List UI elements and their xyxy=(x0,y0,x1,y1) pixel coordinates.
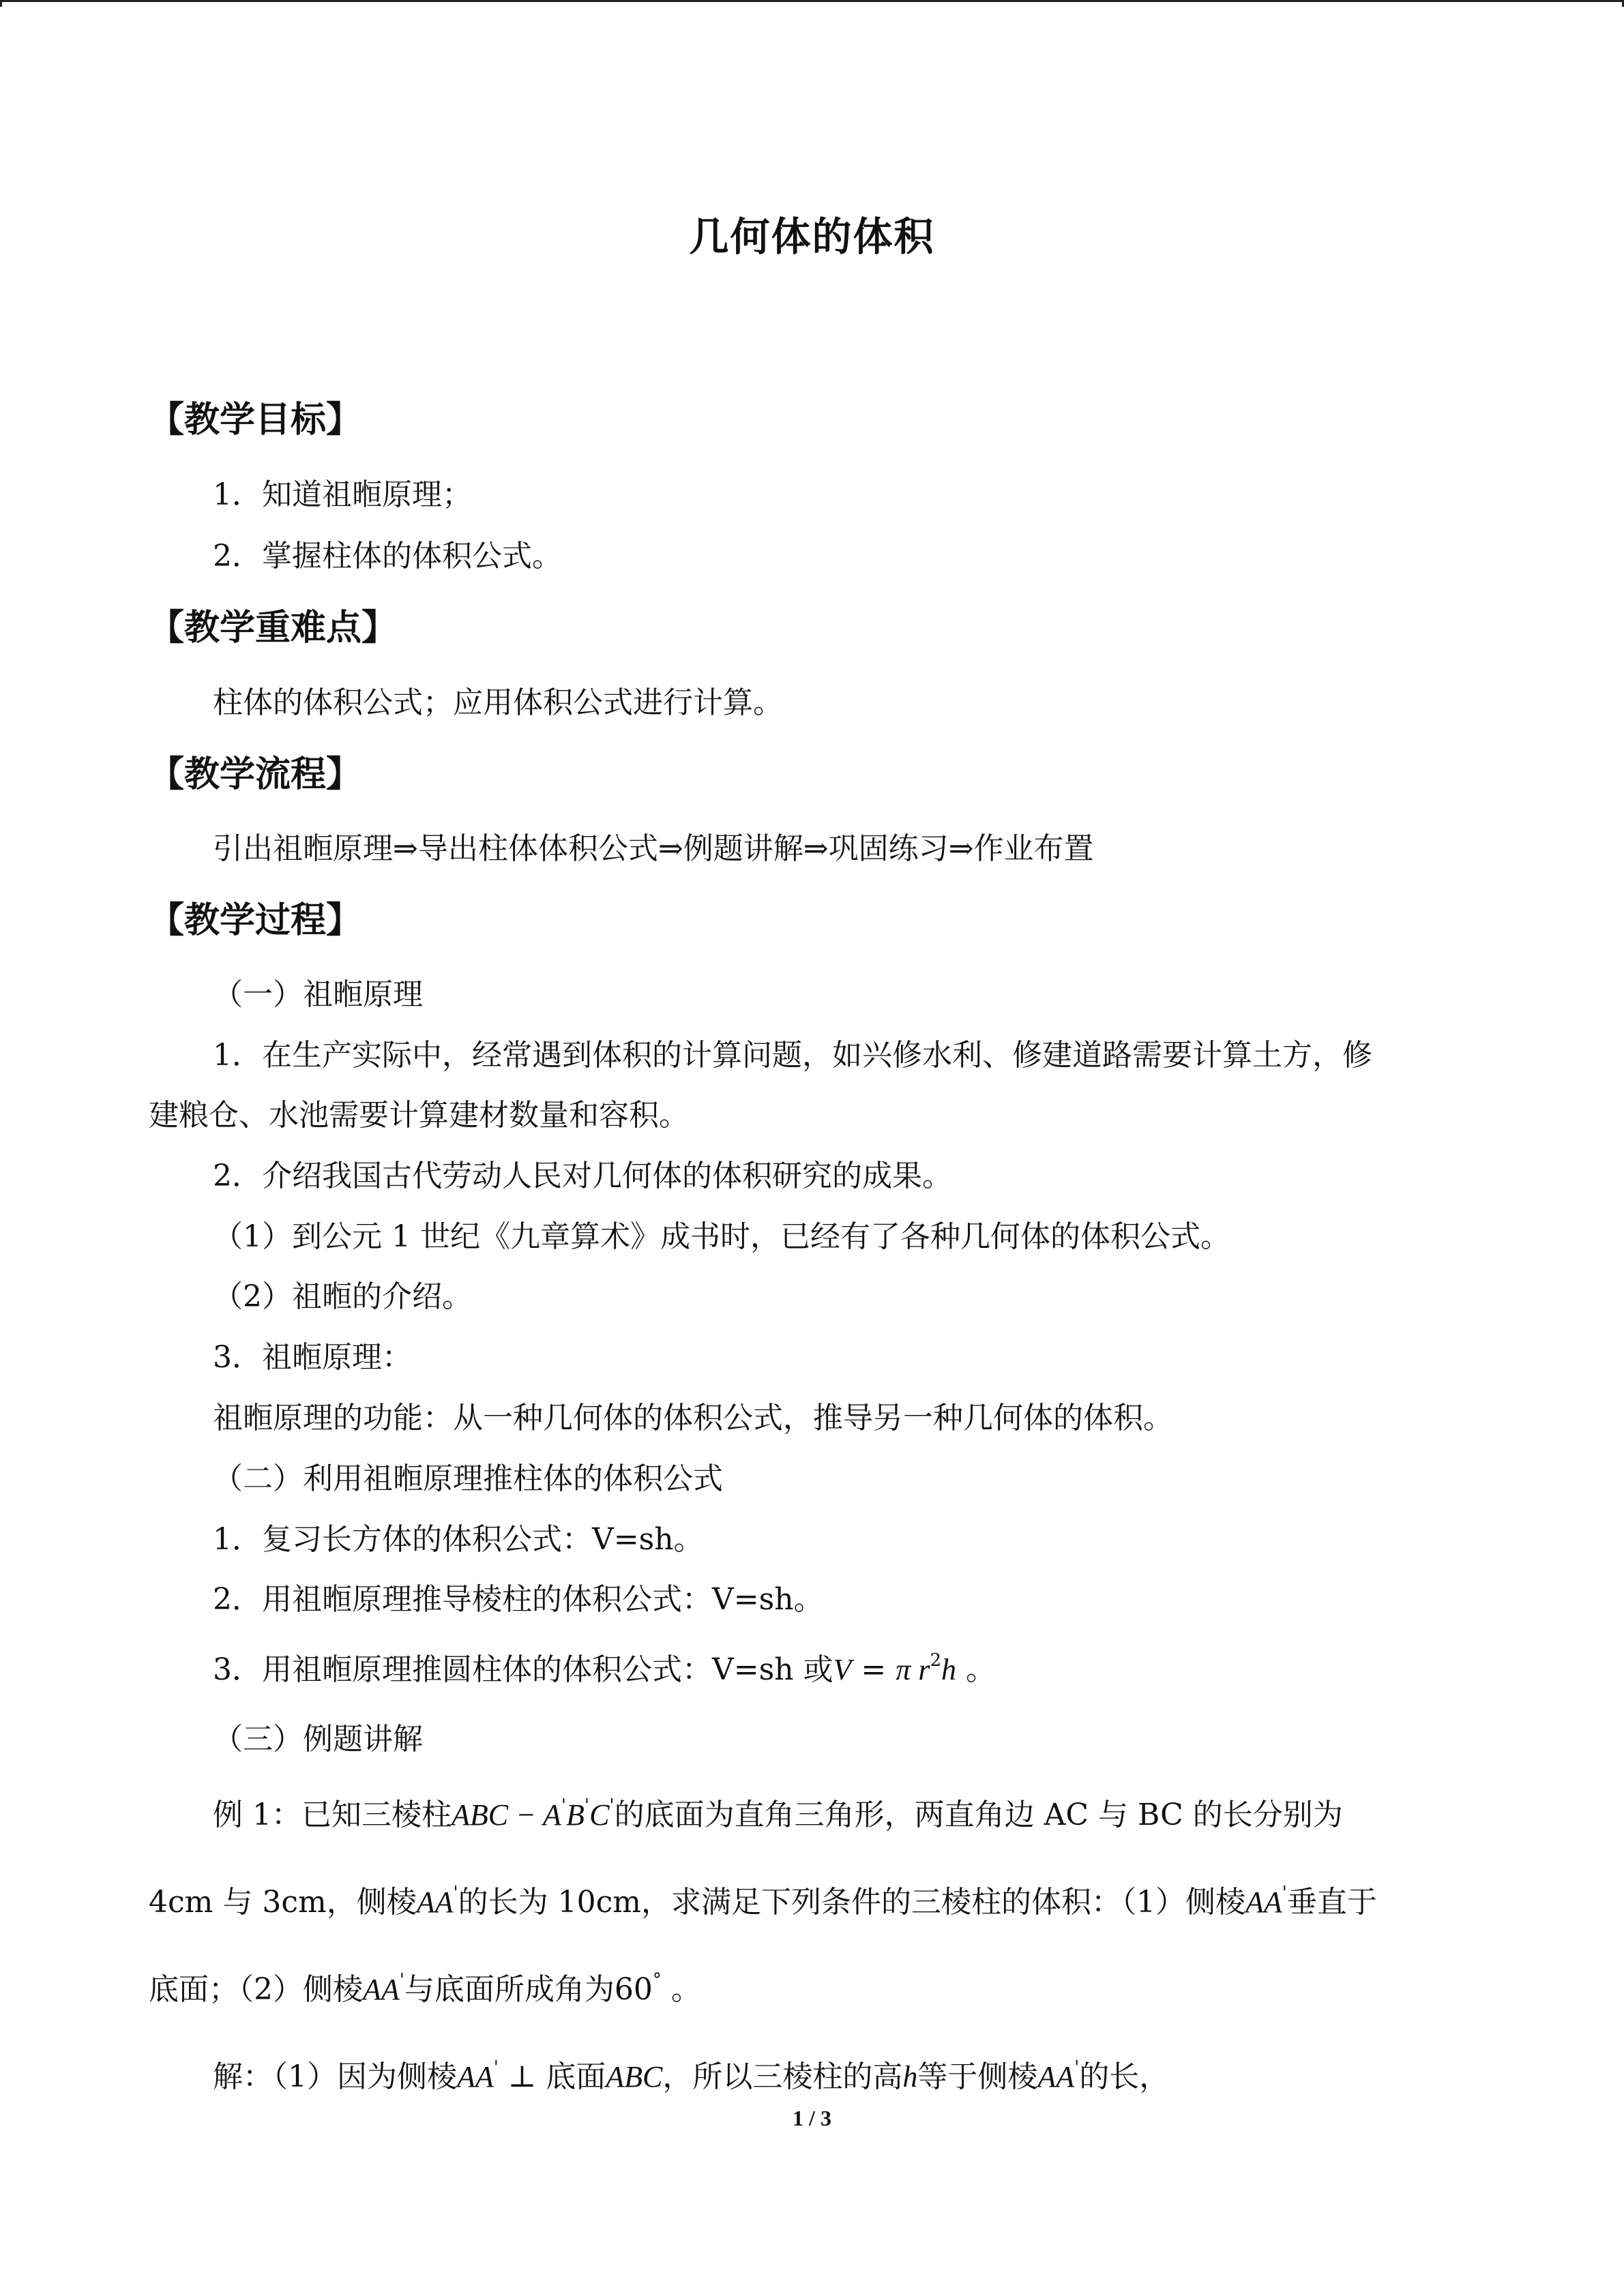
prism-b-prime: B xyxy=(566,1798,585,1832)
heading-process: 【教学过程】 xyxy=(149,900,362,941)
cylinder-volume-h: h xyxy=(941,1653,956,1686)
cylinder-volume-equals: = xyxy=(851,1652,896,1687)
solution-intro: 解：（1）因为侧棱 xyxy=(213,2059,457,2094)
flow-text: 引出祖暅原理⇒导出柱体体积公式⇒例题讲解⇒巩固练习⇒作业布置 xyxy=(213,831,1094,866)
prime-mark: ' xyxy=(1074,2057,1080,2078)
example-1-question: 的长为 10cm，求满足下列条件的三棱柱的体积：（1）侧棱 xyxy=(458,1885,1245,1920)
paragraph-1-line-2: 建粮仓、水池需要计算建材数量和容积。 xyxy=(149,1098,689,1133)
edge-aa: AA xyxy=(363,1973,400,2006)
cylinder-volume-pi: π xyxy=(896,1653,911,1686)
part2-title: （二）利用祖暅原理推柱体的体积公式 xyxy=(213,1461,723,1496)
prime-mark: ' xyxy=(399,1970,404,1991)
prime-mark: ' xyxy=(453,1883,458,1903)
solution-base: 底面 xyxy=(546,2059,606,2094)
example-1-line-1 xyxy=(213,1787,1343,1834)
solution-end: 的长， xyxy=(1079,2059,1170,2094)
formula-3-end: 。 xyxy=(956,1652,996,1687)
example-1-angle-text: 与底面所成角为 xyxy=(404,1972,615,2007)
formula-3 xyxy=(213,1641,996,1689)
top-border-corner-left xyxy=(0,0,2,7)
example-1-perpendicular: 垂直于 xyxy=(1286,1885,1377,1920)
angle-value: 60 xyxy=(614,1972,653,2007)
example-1-line-3 xyxy=(149,1961,701,2009)
cylinder-volume-exponent: 2 xyxy=(930,1650,941,1671)
objective-item-2: 2．掌握柱体的体积公式。 xyxy=(213,539,562,573)
solution-line-1 xyxy=(213,2048,1169,2096)
example-1-line-2 xyxy=(149,1874,1377,1922)
example-1-intro: 例 1：已知三棱柱 xyxy=(213,1798,452,1832)
solution-height-text: ，所以三棱柱的高 xyxy=(662,2059,903,2094)
page-title: 几何体的体积 xyxy=(689,213,935,260)
objective-item-1: 1．知道祖暅原理； xyxy=(213,477,472,512)
base-abc: ABC xyxy=(606,2060,663,2093)
degree-mark: ° xyxy=(652,1970,662,1991)
formula-1: 1．复习长方体的体积公式：V=sh。 xyxy=(213,1522,704,1557)
formula-2: 2．用祖暅原理推导棱柱的体积公式：V=sh。 xyxy=(213,1582,824,1617)
edge-aa: AA xyxy=(457,2060,494,2093)
heading-flow: 【教学流程】 xyxy=(149,754,362,795)
paragraph-2-2: （2）祖暅的介绍。 xyxy=(213,1279,472,1314)
height-h: h xyxy=(902,2060,918,2093)
prime-mark: ' xyxy=(609,1795,615,1816)
paragraph-2: 2．介绍我国古代劳动人民对几何体的体积研究的成果。 xyxy=(213,1159,952,1193)
heading-key-points: 【教学重难点】 xyxy=(149,608,398,648)
paragraph-3-text: 祖暅原理的功能：从一种几何体的体积公式，推导另一种几何体的体积。 xyxy=(213,1401,1173,1435)
prism-a-prime: − A xyxy=(508,1798,561,1832)
paragraph-1-line-1: 1．在生产实际中，经常遇到体积的计算问题，如兴修水利、修建道路需要计算土方，修 xyxy=(213,1038,1372,1073)
edge-aa: AA xyxy=(416,1885,454,1919)
prime-mark: ' xyxy=(584,1795,590,1816)
cylinder-volume-r: r xyxy=(911,1653,930,1686)
prime-mark: ' xyxy=(493,2057,499,2078)
edge-aa: AA xyxy=(1037,2060,1075,2093)
example-1-condition-2: 底面；（2）侧棱 xyxy=(149,1972,363,2007)
heading-objectives: 【教学目标】 xyxy=(149,400,362,441)
prime-mark: ' xyxy=(1282,1883,1287,1903)
cylinder-volume-v: V xyxy=(833,1653,852,1686)
prime-mark: ' xyxy=(561,1795,567,1816)
paragraph-3: 3．祖暅原理： xyxy=(213,1340,412,1375)
top-border xyxy=(0,0,1624,2)
part1-title: （一）祖暅原理 xyxy=(213,977,423,1012)
prism-c-prime: C xyxy=(589,1798,610,1832)
edge-aa: AA xyxy=(1245,1885,1282,1919)
prism-abc: ABC xyxy=(451,1798,509,1832)
example-1-end: 。 xyxy=(661,1972,701,2007)
perpendicular-symbol: ⊥ xyxy=(498,2059,546,2094)
formula-3-text: 3．用祖暅原理推圆柱体的体积公式：V=sh 或 xyxy=(213,1652,833,1687)
example-1-rest: 的底面为直角三角形，两直角边 AC 与 BC 的长分别为 xyxy=(614,1798,1343,1832)
solution-equals-text: 等于侧棱 xyxy=(917,2059,1038,2094)
example-1-dimensions: 4cm 与 3cm，侧棱 xyxy=(149,1885,417,1920)
page-number: 1 / 3 xyxy=(793,2106,831,2130)
part3-title: （三）例题讲解 xyxy=(213,1722,423,1757)
paragraph-2-1: （1）到公元 1 世纪《九章算术》成书时，已经有了各种几何体的体积公式。 xyxy=(213,1219,1230,1254)
key-points-text: 柱体的体积公式；应用体积公式进行计算。 xyxy=(213,685,783,720)
